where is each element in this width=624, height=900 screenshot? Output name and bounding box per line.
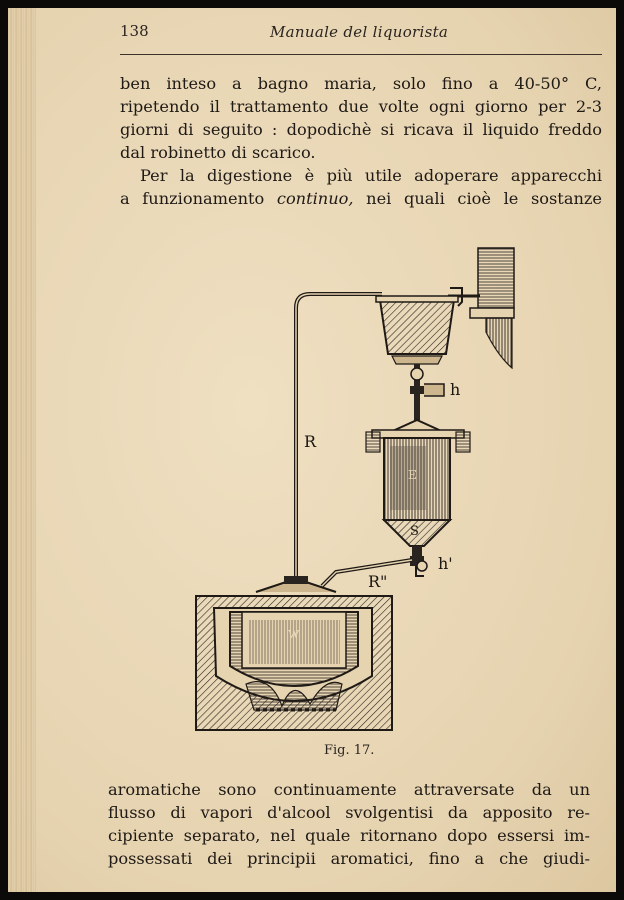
label-h-prime: h'	[438, 554, 453, 573]
text-line: giorni di seguito : dopodichè si ricava il liquido freddo	[120, 120, 602, 139]
text-line: ben inteso a bagno maria, solo fino a 40-50° C,	[120, 74, 602, 93]
page-header	[120, 22, 600, 46]
label-h: h	[450, 380, 461, 399]
bottom-text-block	[108, 778, 590, 870]
page-number: 138	[120, 22, 149, 40]
text-fragment: a funzionamento	[120, 189, 277, 208]
book-page	[8, 8, 616, 892]
top-text-block	[120, 72, 602, 210]
label-W: W	[288, 628, 300, 641]
figure-17-illustration	[186, 236, 526, 736]
page-stack-edges	[8, 8, 36, 892]
boiler-furnace	[196, 576, 392, 730]
italic-term: continuo,	[276, 189, 354, 208]
text-line: Per la digestione è più utile adoperare apparecchi	[140, 166, 602, 185]
valve-h-prime	[410, 556, 427, 576]
text-line: flusso di vapori d'alcool svolgentisi da apposito re-	[108, 803, 590, 822]
running-title: Manuale del liquorista	[270, 23, 449, 41]
text-line: cipiente separato, nel quale ritornano dopo essersi im-	[108, 826, 590, 845]
figure-caption: Fig. 17.	[324, 743, 375, 758]
text-fragment: nei quali cioè le sostanze	[353, 189, 603, 208]
label-R-double-prime: R"	[368, 572, 388, 591]
label-R: R	[304, 432, 317, 451]
text-line: dal robinetto di scarico.	[120, 143, 316, 162]
text-line: aromatiche sono continuamente attraversate da un	[108, 780, 590, 799]
apparatus-drawing	[186, 236, 526, 736]
text-line: ripetendo il trattamento due volte ogni giorno per 2-3	[120, 97, 602, 116]
label-E: E	[408, 468, 417, 482]
text-line: possessati dei principii aromatici, fino a che giudi-	[108, 849, 590, 868]
wall-bracket	[448, 248, 514, 368]
text-line	[120, 187, 602, 210]
label-S: S	[410, 524, 419, 539]
valve-h	[410, 364, 444, 420]
upper-basin	[376, 296, 458, 364]
header-rule	[120, 54, 602, 55]
